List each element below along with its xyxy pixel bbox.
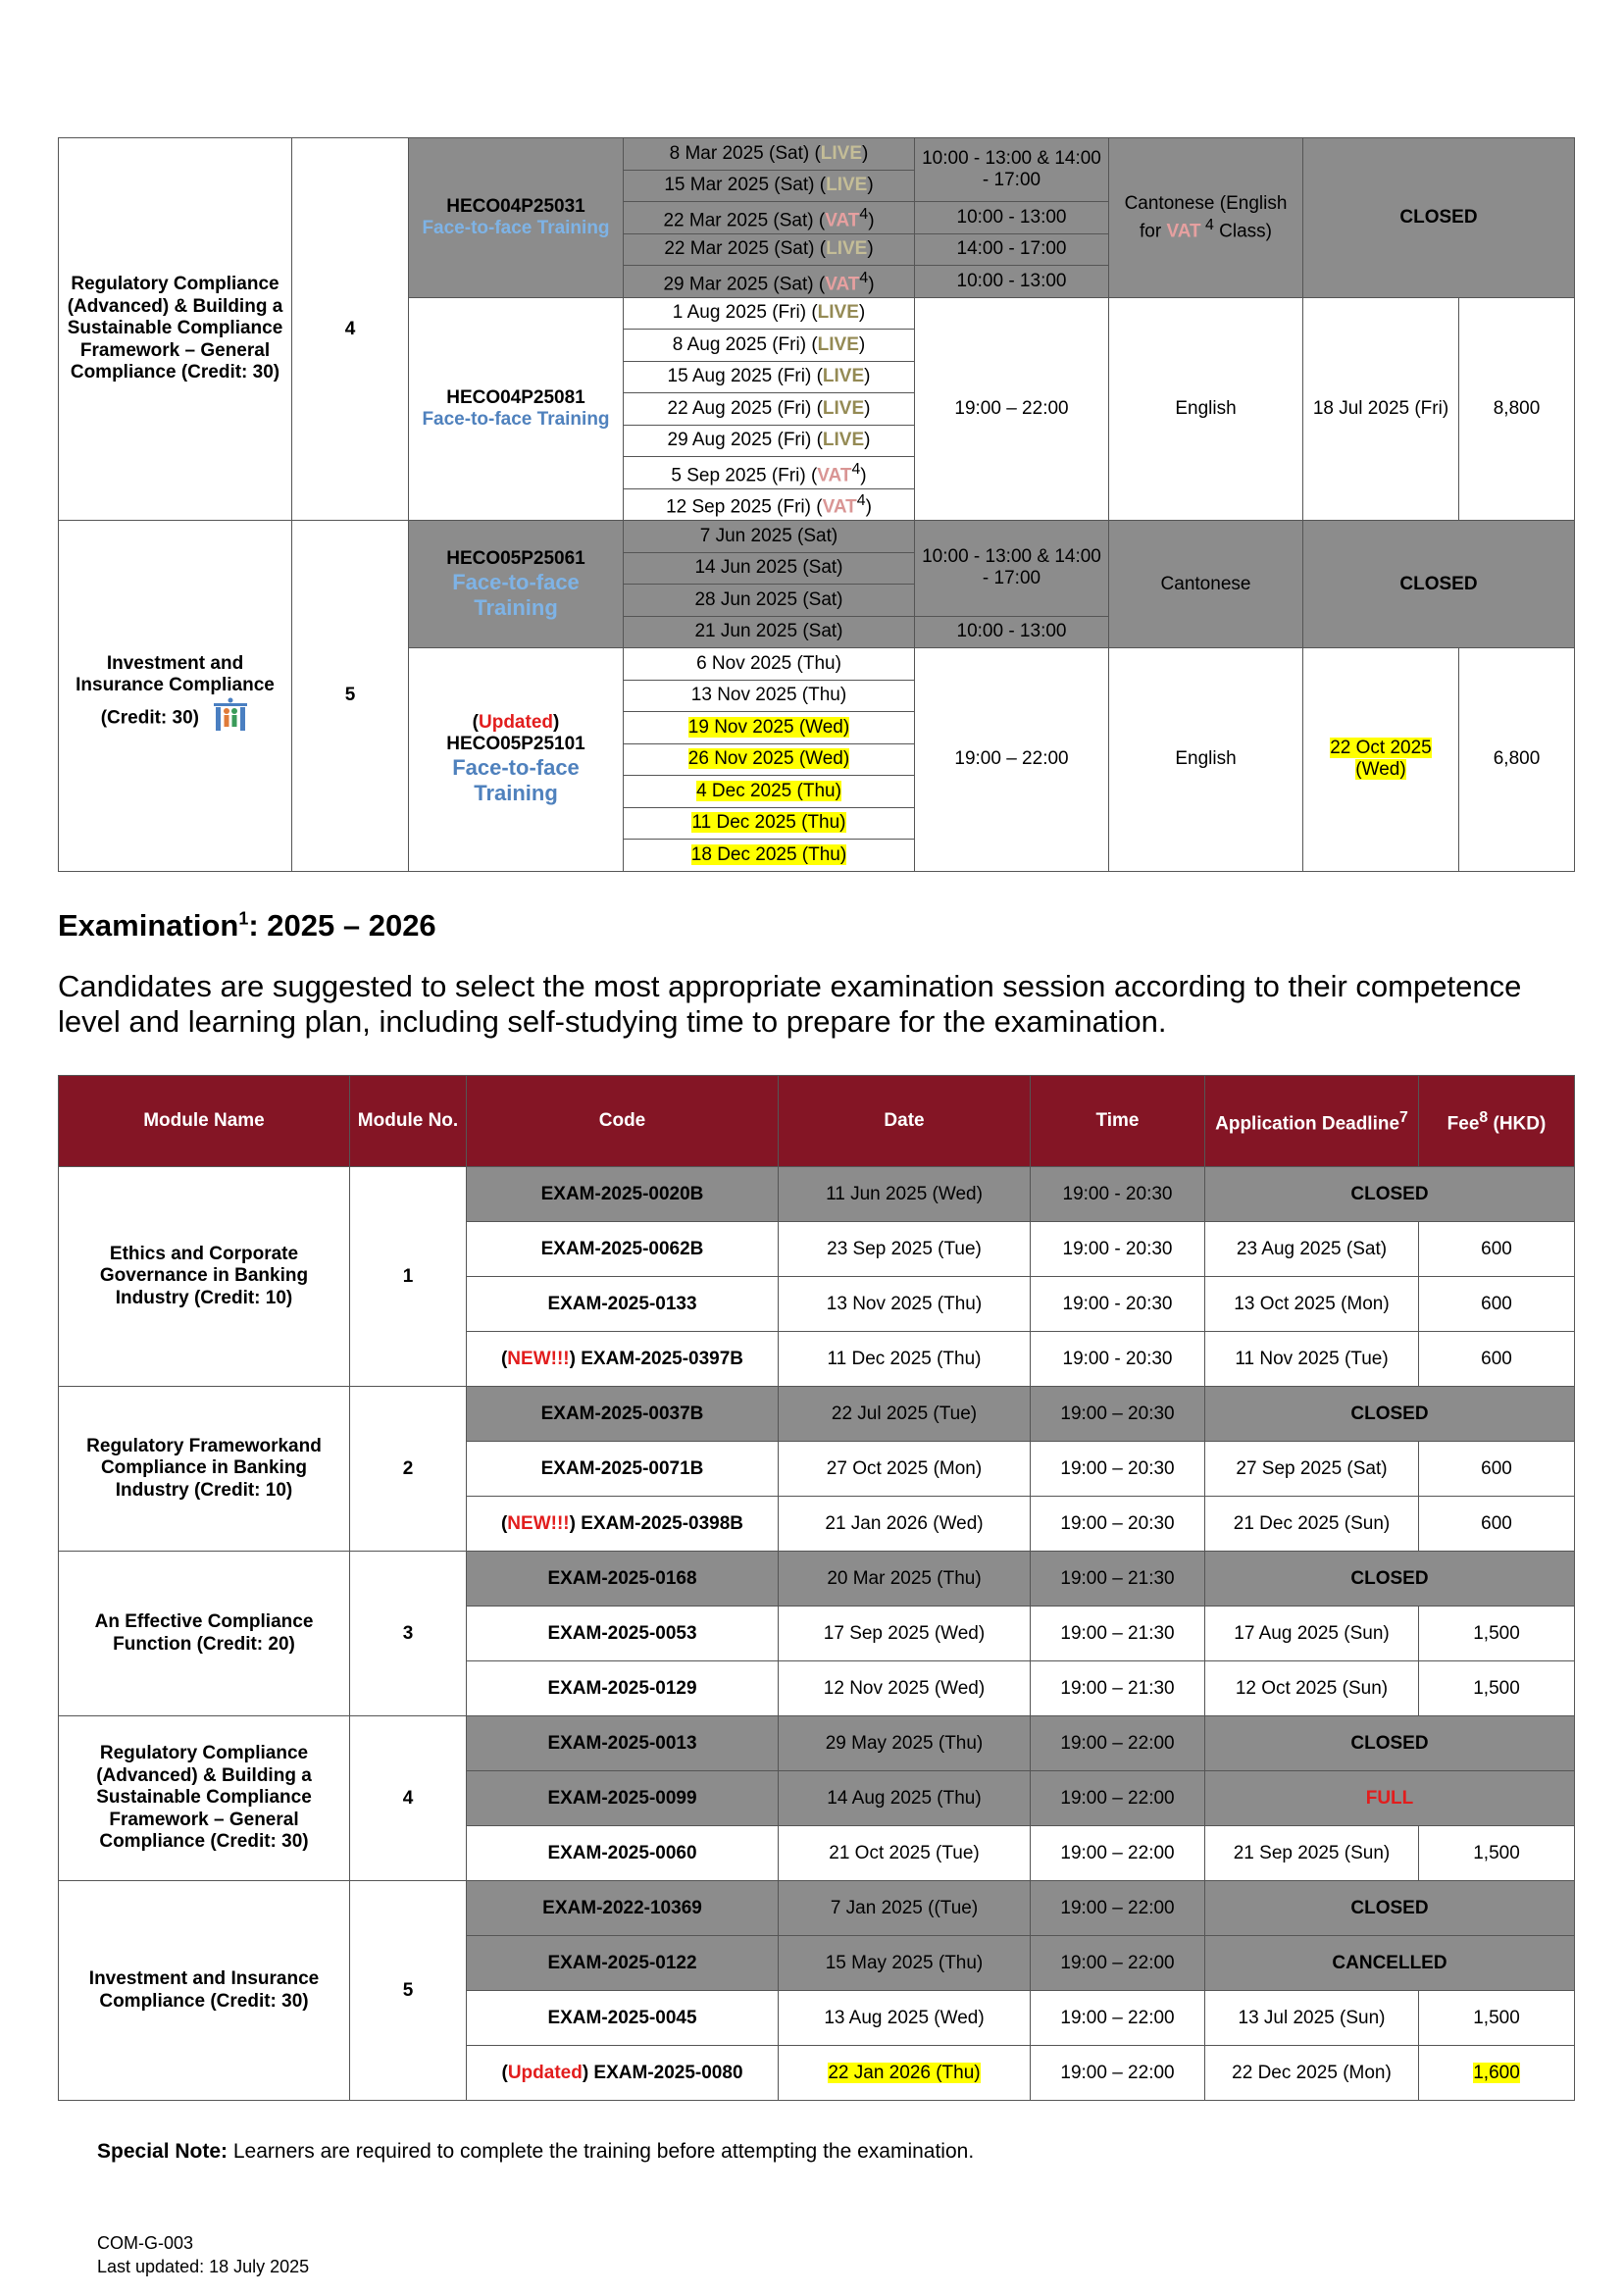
class-date: 26 Nov 2025 (Wed) xyxy=(624,743,915,776)
class-date: 14 Jun 2025 (Sat) xyxy=(624,552,915,585)
class-date: 1 Aug 2025 (Fri) (LIVE) xyxy=(624,297,915,330)
exam-fee: 600 xyxy=(1419,1497,1575,1552)
exam-date: 14 Aug 2025 (Thu) xyxy=(779,1771,1031,1826)
module-no-cell: 3 xyxy=(350,1552,467,1716)
module-no-cell: 4 xyxy=(292,138,409,521)
exam-code: (NEW!!!) EXAM-2025-0397B xyxy=(467,1332,779,1387)
exam-date: 21 Jan 2026 (Wed) xyxy=(779,1497,1031,1552)
last-updated: Last updated: 18 July 2025 xyxy=(97,2257,310,2276)
exam-deadline: 11 Nov 2025 (Tue) xyxy=(1205,1332,1419,1387)
exam-code: EXAM-2025-0020B xyxy=(467,1167,779,1222)
exam-status: CLOSED xyxy=(1205,1552,1575,1607)
class-time: 10:00 - 13:00 & 14:00 - 17:00 xyxy=(915,138,1109,202)
class-language: English xyxy=(1109,648,1303,872)
class-code: HECO05P25061 xyxy=(446,547,585,569)
header-code: Code xyxy=(467,1076,779,1167)
class-date: 11 Dec 2025 (Thu) xyxy=(624,807,915,840)
module-no-cell: 5 xyxy=(350,1881,467,2101)
exam-deadline: 12 Oct 2025 (Sun) xyxy=(1205,1661,1419,1716)
page-footer xyxy=(97,2231,309,2278)
module-name-cell: An Effective Compliance Function (Credit: 20) xyxy=(59,1552,350,1716)
class-language: Cantonese (English for VAT $^4$ Class) xyxy=(1109,138,1303,298)
exam-code: (Updated) EXAM-2025-0080 xyxy=(467,2046,779,2101)
class-date: 18 Dec 2025 (Thu) xyxy=(624,840,915,872)
exam-time: 19:00 – 22:00 xyxy=(1031,1936,1205,1991)
exam-time: 19:00 – 22:00 xyxy=(1031,1771,1205,1826)
exam-code: EXAM-2025-0037B xyxy=(467,1387,779,1442)
header-time: Time xyxy=(1031,1076,1205,1167)
exam-status: CLOSED xyxy=(1205,1716,1575,1771)
module-name-cell: Ethics and Corporate Governance in Banking Industry (Credit: 10) xyxy=(59,1167,350,1387)
class-date: 29 Mar 2025 (Sat) (VAT$^4$) xyxy=(624,266,915,298)
class-date: 6 Nov 2025 (Thu) xyxy=(624,648,915,681)
exam-date: 29 May 2025 (Thu) xyxy=(779,1716,1031,1771)
class-mode: Face-to-face Training xyxy=(422,408,610,430)
class-time: 10:00 - 13:00 & 14:00 - 17:00 xyxy=(915,521,1109,617)
exam-fee: 1,500 xyxy=(1419,1607,1575,1661)
module-name: Investment and Insurance Compliance (Credit: 30) xyxy=(76,652,275,728)
class-time: 19:00 – 22:00 xyxy=(915,648,1109,872)
exam-deadline: 21 Dec 2025 (Sun) xyxy=(1205,1497,1419,1552)
exam-fee: 600 xyxy=(1419,1222,1575,1277)
header-date: Date xyxy=(779,1076,1031,1167)
exam-deadline: 27 Sep 2025 (Sat) xyxy=(1205,1442,1419,1497)
table-row xyxy=(59,1881,1575,1936)
class-date: 5 Sep 2025 (Fri) (VAT$^4$) xyxy=(624,457,915,489)
class-time: 10:00 - 13:00 xyxy=(915,266,1109,298)
exam-deadline: 17 Aug 2025 (Sun) xyxy=(1205,1607,1419,1661)
special-note: Special Note: Learners are required to complete the training before attempting the examination. xyxy=(97,2140,975,2163)
class-date: 7 Jun 2025 (Sat) xyxy=(624,521,915,553)
exam-fee: 600 xyxy=(1419,1332,1575,1387)
table-header-row xyxy=(59,1076,1575,1167)
exam-time: 19:00 – 21:30 xyxy=(1031,1607,1205,1661)
exam-time: 19:00 – 21:30 xyxy=(1031,1552,1205,1607)
exam-status: CLOSED xyxy=(1205,1387,1575,1442)
exam-deadline: 13 Oct 2025 (Mon) xyxy=(1205,1277,1419,1332)
exam-date: 15 May 2025 (Thu) xyxy=(779,1936,1031,1991)
exam-code: EXAM-2025-0045 xyxy=(467,1991,779,2046)
header-module-no: Module No. xyxy=(350,1076,467,1167)
exam-code: EXAM-2025-0122 xyxy=(467,1936,779,1991)
status-closed: CLOSED xyxy=(1303,521,1575,648)
exam-time: 19:00 – 20:30 xyxy=(1031,1387,1205,1442)
exam-date: 13 Nov 2025 (Thu) xyxy=(779,1277,1031,1332)
training-schedule-table xyxy=(58,137,1575,872)
exam-code: EXAM-2025-0099 xyxy=(467,1771,779,1826)
class-language: English xyxy=(1109,297,1303,521)
exam-time: 19:00 – 21:30 xyxy=(1031,1661,1205,1716)
class-date: 21 Jun 2025 (Sat) xyxy=(624,616,915,648)
exam-time: 19:00 - 20:30 xyxy=(1031,1332,1205,1387)
class-date: 15 Mar 2025 (Sat) (LIVE) xyxy=(624,170,915,202)
exam-time: 19:00 – 22:00 xyxy=(1031,1826,1205,1881)
class-code-cell xyxy=(409,297,624,521)
exam-date: 23 Sep 2025 (Tue) xyxy=(779,1222,1031,1277)
module-no-cell: 4 xyxy=(350,1716,467,1881)
exam-date: 22 Jan 2026 (Thu) xyxy=(779,2046,1031,2101)
class-code: HECO04P25081 xyxy=(446,386,585,408)
exam-code: EXAM-2022-10369 xyxy=(467,1881,779,1936)
exam-date: 21 Oct 2025 (Tue) xyxy=(779,1826,1031,1881)
header-fee: Fee$^8$ (HKD) xyxy=(1419,1076,1575,1167)
class-date: 8 Aug 2025 (Fri) (LIVE) xyxy=(624,330,915,362)
class-date: 22 Mar 2025 (Sat) (LIVE) xyxy=(624,233,915,266)
class-date: 13 Nov 2025 (Thu) xyxy=(624,680,915,712)
class-time: 10:00 - 13:00 xyxy=(915,616,1109,648)
exam-date: 11 Jun 2025 (Wed) xyxy=(779,1167,1031,1222)
exam-date: 20 Mar 2025 (Thu) xyxy=(779,1552,1031,1607)
exam-code: EXAM-2025-0129 xyxy=(467,1661,779,1716)
exam-code: EXAM-2025-0168 xyxy=(467,1552,779,1607)
exam-code: EXAM-2025-0013 xyxy=(467,1716,779,1771)
class-mode: Face-to-face Training xyxy=(452,569,580,620)
module-no-cell: 2 xyxy=(350,1387,467,1552)
table-row xyxy=(59,1716,1575,1771)
class-language: Cantonese xyxy=(1109,521,1303,648)
exam-deadline: 21 Sep 2025 (Sun) xyxy=(1205,1826,1419,1881)
doc-code: COM-G-003 xyxy=(97,2233,194,2253)
exam-fee: 1,600 xyxy=(1419,2046,1575,2101)
exam-date: 7 Jan 2025 ((Tue) xyxy=(779,1881,1031,1936)
class-code-cell xyxy=(409,521,624,648)
exam-code: EXAM-2025-0053 xyxy=(467,1607,779,1661)
exam-time: 19:00 - 20:30 xyxy=(1031,1167,1205,1222)
intro-paragraph: Candidates are suggested to select the most appropriate examination session according to their competence level and learning plan, including self-studying time to prepare for the examination. xyxy=(58,969,1522,1039)
class-fee: 6,800 xyxy=(1459,648,1575,872)
table-row xyxy=(59,1387,1575,1442)
exam-deadline: 22 Dec 2025 (Mon) xyxy=(1205,2046,1419,2101)
exam-code: EXAM-2025-0060 xyxy=(467,1826,779,1881)
exam-code: (NEW!!!) EXAM-2025-0398B xyxy=(467,1497,779,1552)
module-name-cell: Regulatory Compliance (Advanced) & Building a Sustainable Compliance Framework – General Compliance (Credit: 30) xyxy=(59,138,292,521)
class-date: 4 Dec 2025 (Thu) xyxy=(624,776,915,808)
status-closed: CLOSED xyxy=(1303,138,1575,298)
exam-fee: 600 xyxy=(1419,1442,1575,1497)
class-code-cell xyxy=(409,138,624,298)
exam-time: 19:00 – 22:00 xyxy=(1031,1991,1205,2046)
class-mode: Face-to-face Training xyxy=(452,755,580,806)
exam-date: 11 Dec 2025 (Thu) xyxy=(779,1332,1031,1387)
application-deadline: 18 Jul 2025 (Fri) xyxy=(1303,297,1459,521)
class-code: HECO05P25101 xyxy=(446,734,585,755)
exam-deadline: 13 Jul 2025 (Sun) xyxy=(1205,1991,1419,2046)
exam-fee: 600 xyxy=(1419,1277,1575,1332)
exam-fee: 1,500 xyxy=(1419,1661,1575,1716)
class-time: 19:00 – 22:00 xyxy=(915,297,1109,521)
class-code-cell xyxy=(409,648,624,872)
exam-code: EXAM-2025-0071B xyxy=(467,1442,779,1497)
class-date: 19 Nov 2025 (Wed) xyxy=(624,712,915,744)
class-fee: 8,800 xyxy=(1459,297,1575,521)
class-time: 10:00 - 13:00 xyxy=(915,202,1109,234)
new-badge: Updated xyxy=(507,2062,583,2083)
table-row xyxy=(59,1552,1575,1607)
class-date: 15 Aug 2025 (Fri) (LIVE) xyxy=(624,361,915,393)
module-no-cell: 1 xyxy=(350,1167,467,1387)
exam-time: 19:00 - 20:30 xyxy=(1031,1222,1205,1277)
class-mode: Face-to-face Training xyxy=(422,217,610,238)
family-icon xyxy=(212,697,249,740)
exam-date: 27 Oct 2025 (Mon) xyxy=(779,1442,1031,1497)
class-date: 28 Jun 2025 (Sat) xyxy=(624,585,915,617)
header-deadline: Application Deadline$^7$ xyxy=(1205,1076,1419,1167)
module-no-cell: 5 xyxy=(292,521,409,872)
class-date: 22 Aug 2025 (Fri) (LIVE) xyxy=(624,393,915,426)
exam-time: 19:00 – 22:00 xyxy=(1031,1881,1205,1936)
class-date: 12 Sep 2025 (Fri) (VAT$^4$) xyxy=(624,488,915,521)
exam-status: FULL xyxy=(1205,1771,1575,1826)
module-name-cell xyxy=(59,521,292,872)
module-name-cell: Regulatory Frameworkand Compliance in Banking Industry (Credit: 10) xyxy=(59,1387,350,1552)
exam-schedule-table xyxy=(58,1075,1575,2101)
exam-time: 19:00 – 22:00 xyxy=(1031,1716,1205,1771)
module-name-cell: Investment and Insurance Compliance (Credit: 30) xyxy=(59,1881,350,2101)
exam-code: EXAM-2025-0062B xyxy=(467,1222,779,1277)
exam-time: 19:00 – 22:00 xyxy=(1031,2046,1205,2101)
class-time: 14:00 - 17:00 xyxy=(915,233,1109,266)
exam-time: 19:00 – 20:30 xyxy=(1031,1442,1205,1497)
exam-fee: 1,500 xyxy=(1419,1991,1575,2046)
header-module-name: Module Name xyxy=(59,1076,350,1167)
new-badge: NEW!!! xyxy=(507,1512,570,1534)
table-row xyxy=(59,1167,1575,1222)
section-heading: Examination$^1$: 2025 – 2026 xyxy=(58,908,436,943)
exam-date: 12 Nov 2025 (Wed) xyxy=(779,1661,1031,1716)
exam-date: 22 Jul 2025 (Tue) xyxy=(779,1387,1031,1442)
class-date: 8 Mar 2025 (Sat) (LIVE) xyxy=(624,138,915,171)
exam-deadline: 23 Aug 2025 (Sat) xyxy=(1205,1222,1419,1277)
class-date: 22 Mar 2025 (Sat) (VAT$^4$) xyxy=(624,202,915,234)
exam-date: 13 Aug 2025 (Wed) xyxy=(779,1991,1031,2046)
class-code: HECO04P25031 xyxy=(446,195,585,217)
exam-status: CANCELLED xyxy=(1205,1936,1575,1991)
new-badge: NEW!!! xyxy=(507,1348,570,1369)
exam-time: 19:00 – 20:30 xyxy=(1031,1497,1205,1552)
exam-time: 19:00 - 20:30 xyxy=(1031,1277,1205,1332)
module-name-cell: Regulatory Compliance (Advanced) & Building a Sustainable Compliance Framework – General Compliance (Credit: 30) xyxy=(59,1716,350,1881)
exam-date: 17 Sep 2025 (Wed) xyxy=(779,1607,1031,1661)
exam-code: EXAM-2025-0133 xyxy=(467,1277,779,1332)
exam-status: CLOSED xyxy=(1205,1881,1575,1936)
application-deadline: 22 Oct 2025 (Wed) xyxy=(1303,648,1459,872)
class-date: 29 Aug 2025 (Fri) (LIVE) xyxy=(624,425,915,457)
updated-label: (Updated) xyxy=(472,712,560,734)
exam-fee: 1,500 xyxy=(1419,1826,1575,1881)
exam-status: CLOSED xyxy=(1205,1167,1575,1222)
